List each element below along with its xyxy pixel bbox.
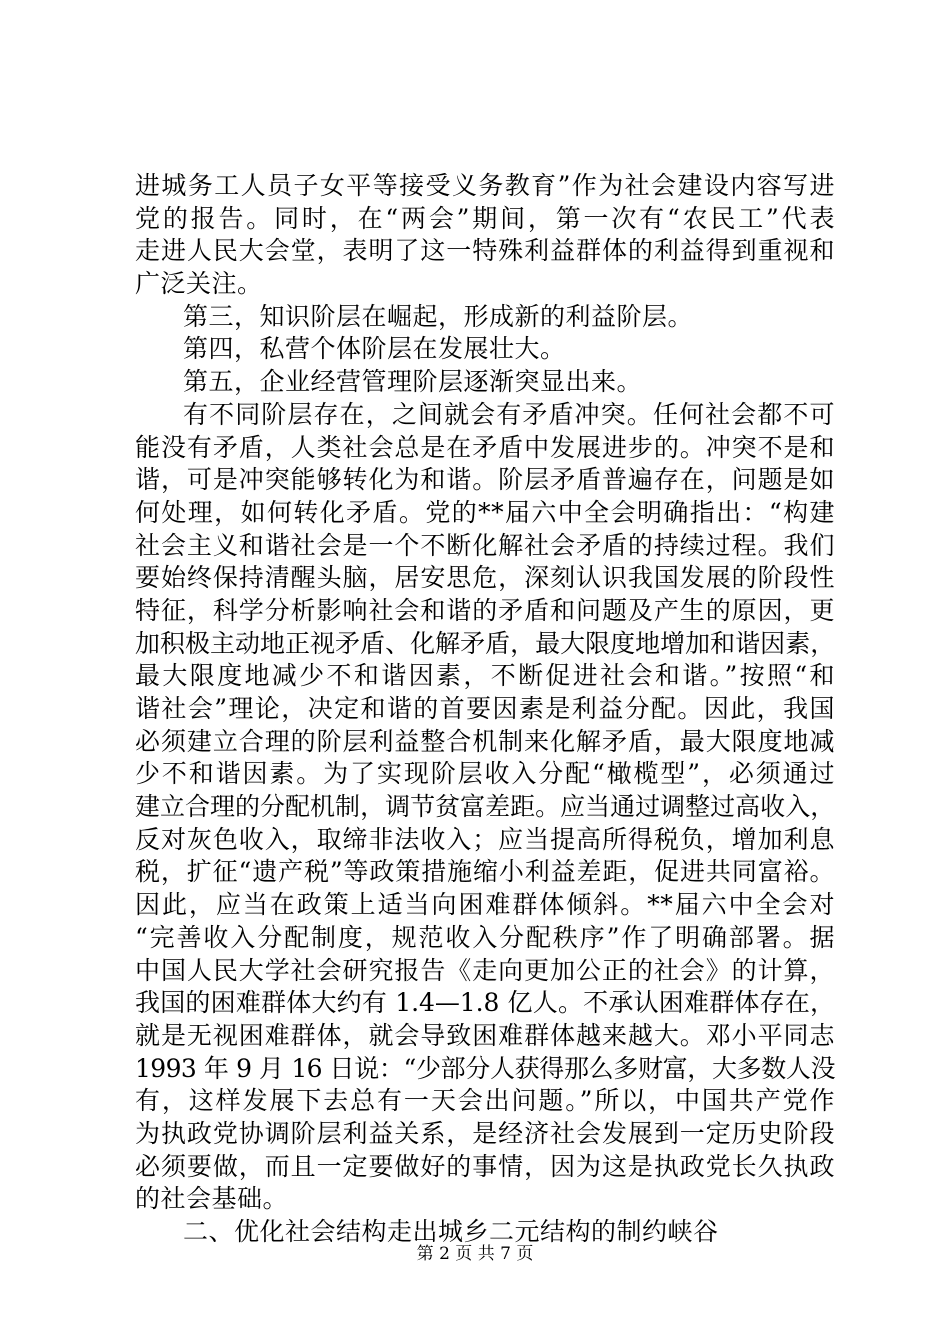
text-line: 党的报告。同时，在“两会”期间，第一次有“农民工”代表 <box>135 203 835 233</box>
text-line: 必须建立合理的阶层利益整合机制来化解矛盾，最大限度地减 <box>135 726 835 756</box>
text-line: 必须要做，而且一定要做好的事情，因为这是执政党长久执政 <box>135 1151 835 1181</box>
text-line: 第五，企业经营管理阶层逐渐突显出来。 <box>183 367 643 397</box>
text-line: 谐社会”理论，决定和谐的首要因素是利益分配。因此，我国 <box>135 694 835 723</box>
text-line: 第三，知识阶层在崛起，形成新的利益阶层。 <box>183 301 694 331</box>
body-text <box>135 170 835 1249</box>
text-line: 要始终保持清醒头脑，居安思危，深刻认识我国发展的阶段性 <box>135 563 835 593</box>
text-line: 第四，私营个体阶层在发展壮大。 <box>183 334 566 364</box>
text-line: 1993 年 9 月 16 日说：“少部分人获得那么多财富，大多数人没 <box>135 1053 835 1083</box>
text-line: 加积极主动地正视矛盾、化解矛盾，最大限度地增加和谐因素， <box>135 628 835 658</box>
text-line: 为执政党协调阶层利益关系，是经济社会发展到一定历史阶段 <box>135 1118 835 1148</box>
text-line: 有，这样发展下去总有一天会出问题。”所以，中国共产党作 <box>135 1086 835 1116</box>
text-line: 谐，可是冲突能够转化为和谐。阶层矛盾普遍存在，问题是如 <box>135 465 835 495</box>
page-number-footer: 第 2 页 共 7 页 <box>416 1244 534 1264</box>
text-line: 的社会基础。 <box>135 1184 289 1214</box>
section-heading: 二、优化社会结构走出城乡二元结构的制约峡谷 <box>183 1217 719 1246</box>
text-line: 何处理，如何转化矛盾。党的**届六中全会明确指出：“构建 <box>135 497 835 527</box>
text-line: 进城务工人员子女平等接受义务教育”作为社会建设内容写进 <box>135 171 835 200</box>
text-line: 中国人民大学社会研究报告《走向更加公正的社会》的计算， <box>135 955 835 985</box>
text-line: 特征，科学分析影响社会和谐的矛盾和问题及产生的原因，更 <box>135 595 835 625</box>
text-line: 最大限度地减少不和谐因素，不断促进社会和谐。”按照“和 <box>135 661 835 691</box>
text-line: 广泛关注。 <box>135 269 263 299</box>
text-line: 有不同阶层存在，之间就会有矛盾冲突。任何社会都不可 <box>183 399 835 429</box>
text-line: 建立合理的分配机制，调节贫富差距。应当通过调整过高收入， <box>135 792 835 822</box>
text-line: 走进人民大会堂，表明了这一特殊利益群体的利益得到重视和 <box>135 236 835 266</box>
text-line: 就是无视困难群体，就会导致困难群体越来越大。邓小平同志 <box>135 1020 835 1050</box>
text-line: 少不和谐因素。为了实现阶层收入分配“橄榄型”，必须通过 <box>135 759 835 789</box>
text-line: 因此，应当在政策上适当向困难群体倾斜。**届六中全会对 <box>135 890 835 920</box>
text-line: “完善收入分配制度，规范收入分配秩序”作了明确部署。据 <box>135 922 835 952</box>
text-line: 能没有矛盾，人类社会总是在矛盾中发展进步的。冲突不是和 <box>135 432 835 462</box>
text-line: 税，扩征“遗产税”等政策措施缩小利益差距，促进共同富裕。 <box>135 857 835 887</box>
text-line: 反对灰色收入，取缔非法收入；应当提高所得税负，增加利息 <box>135 824 835 854</box>
text-line: 社会主义和谐社会是一个不断化解社会矛盾的持续过程。我们 <box>135 530 835 560</box>
text-line: 我国的困难群体大约有 1.4—1.8 亿人。不承认困难群体存在， <box>135 988 835 1018</box>
